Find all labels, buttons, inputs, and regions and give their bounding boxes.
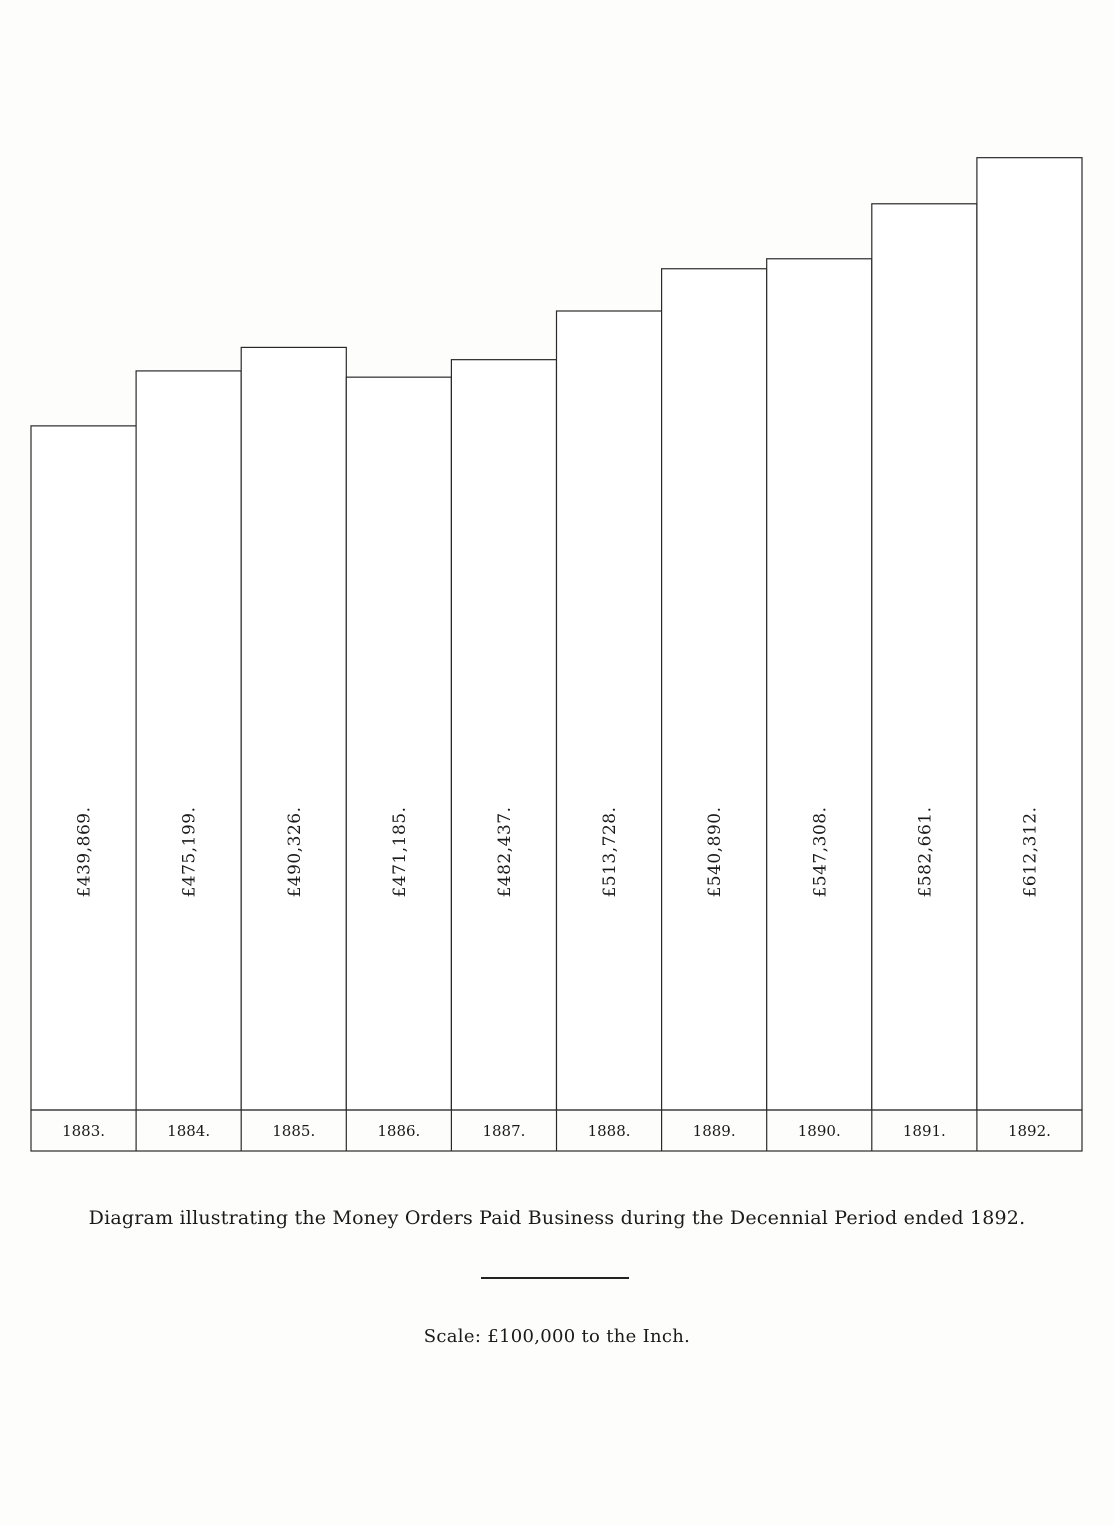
bar-value-label-0: £439,869. — [74, 806, 95, 898]
year-label-3: 1886. — [377, 1122, 421, 1140]
bar-7 — [767, 259, 872, 1110]
bar-0 — [31, 426, 136, 1110]
bar-6 — [662, 269, 767, 1110]
bar-value-label-7: £547,308. — [810, 806, 831, 898]
year-label-7: 1890. — [797, 1122, 841, 1140]
bar-value-label-6: £540,890. — [705, 806, 726, 898]
year-label-6: 1889. — [692, 1122, 736, 1140]
divider-rule — [481, 1277, 629, 1279]
year-label-8: 1891. — [902, 1122, 946, 1140]
bar-8 — [872, 204, 977, 1110]
bar-9 — [977, 158, 1082, 1110]
year-label-4: 1887. — [482, 1122, 526, 1140]
year-label-9: 1892. — [1007, 1122, 1051, 1140]
bar-value-label-4: £482,437. — [494, 806, 515, 898]
bar-value-label-1: £475,199. — [179, 806, 200, 898]
scale-note: Scale: £100,000 to the Inch. — [423, 1326, 691, 1347]
year-label-0: 1883. — [62, 1122, 106, 1140]
year-label-5: 1888. — [587, 1122, 631, 1140]
bar-value-label-8: £582,661. — [915, 806, 936, 898]
bar-3 — [346, 377, 451, 1110]
bar-1 — [136, 371, 241, 1110]
bar-5 — [557, 311, 662, 1110]
year-label-2: 1885. — [272, 1122, 316, 1140]
bar-value-label-3: £471,185. — [389, 806, 410, 898]
bar-4 — [451, 360, 556, 1110]
year-label-1: 1884. — [167, 1122, 211, 1140]
bar-2 — [241, 347, 346, 1110]
bar-value-label-5: £513,728. — [600, 806, 621, 898]
bar-value-label-2: £490,326. — [284, 806, 305, 898]
bar-value-label-9: £612,312. — [1020, 806, 1041, 898]
chart-title: Diagram illustrating the Money Orders Paid Business during the Decennial Period ended 1892. — [88, 1207, 1026, 1229]
